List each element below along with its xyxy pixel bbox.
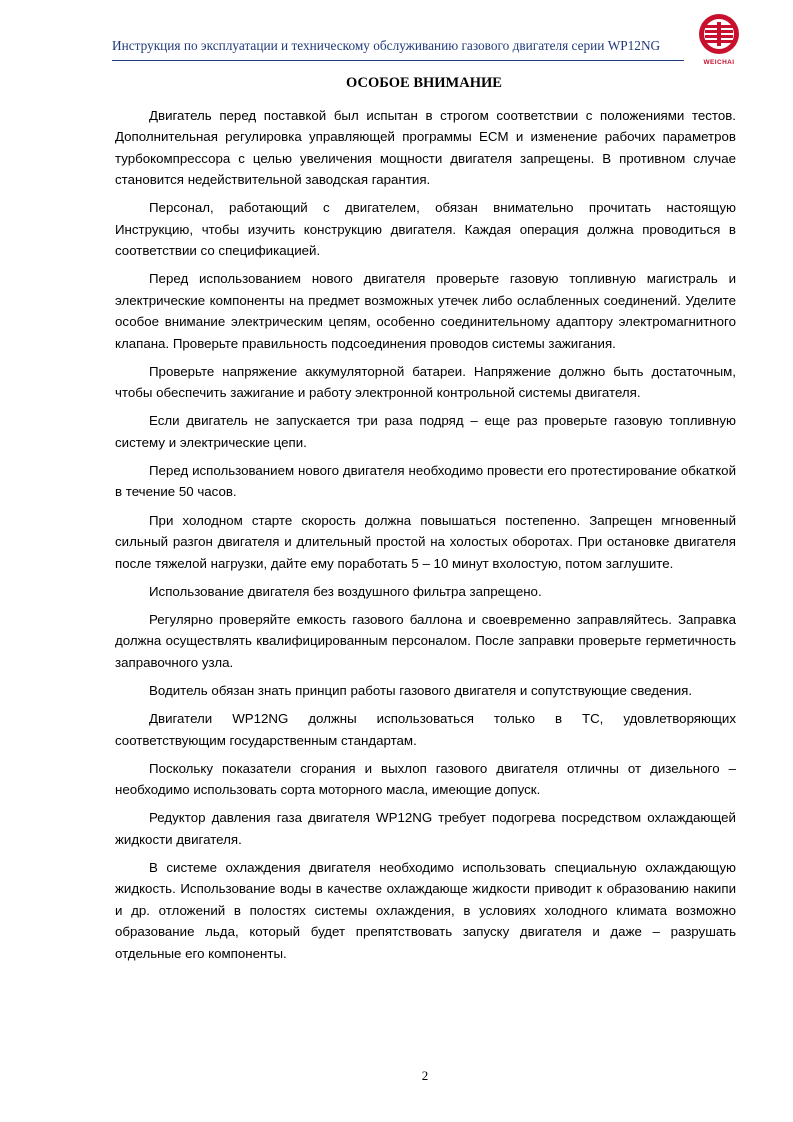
weichai-emblem-icon bbox=[695, 12, 743, 60]
paragraph: Регулярно проверяйте емкость газового баллона и своевременно заправляйтесь. Заправка должна осуществлять квалифицированным персоналом. После заправки проверьте герметичность заправочного узла. bbox=[115, 611, 736, 670]
header-divider bbox=[112, 60, 684, 61]
document-body bbox=[115, 105, 736, 971]
paragraph: Использование двигателя без воздушного фильтра запрещено. bbox=[149, 583, 542, 599]
page-number: 2 bbox=[421, 1068, 429, 1083]
paragraph: Двигатель перед поставкой был испытан в строгом соответствии с положениями тестов. Дополнительная регулировка управляющей программы ECM и изменение рабочих параметров турбокомпрессора с целью увеличения мощности двигателя запрещены. В противном случае становится недействительной заводская гарантия. bbox=[115, 108, 736, 188]
paragraph: Двигатели WP12NG должны использоваться только в ТС, удовлетворяющих соответствующим государственным стандартам. bbox=[115, 711, 736, 748]
paragraph: Редуктор давления газа двигателя WP12NG требует подогрева посредством охлаждающей жидкости двигателя. bbox=[115, 810, 736, 847]
running-header: Инструкция по эксплуатации и техническому обслуживанию газового двигателя серии WP12NG bbox=[112, 38, 661, 53]
paragraph: Перед использованием нового двигателя необходимо провести его протестирование обкаткой в течение 50 часов. bbox=[115, 463, 736, 500]
paragraph: Перед использованием нового двигателя проверьте газовую топливную магистраль и электрические компоненты на предмет возможных утечек либо ослабленных соединений. Уделите особое внимание электрическим цепям, особенно соединительному адаптору электромагнитного клапана. Проверьте правильность подсоединения проводов системы зажигания. bbox=[115, 271, 736, 351]
paragraph: Поскольку показатели сгорания и выхлоп газового двигателя отличны от дизельного – необходимо использовать сорта моторного масла, имеющие допуск. bbox=[115, 760, 736, 798]
paragraph: Если двигатель не запускается три раза подряд – еще раз проверьте газовую топливную систему и электрические цепи. bbox=[115, 413, 736, 450]
paragraph: Проверьте напряжение аккумуляторной батареи. Напряжение должно быть достаточным, чтобы обеспечить зажигание и работу электронной контрольной системы двигателя. bbox=[115, 363, 736, 401]
weichai-logo bbox=[695, 12, 743, 72]
paragraph: При холодном старте скорость должна повышаться постепенно. Запрещен мгновенный сильный разгон двигателя и длительный простой на холостых оборотах. При остановке двигателя после тяжелой нагрузки, дайте ему поработать 5 – 10 минут вхолостую, потом заглушите. bbox=[115, 512, 736, 571]
paragraph: Персонал, работающий с двигателем, обязан внимательно прочитать настоящую Инструкцию, чтобы изучить конструкцию двигателя. Каждая операция должна проводиться в соответствии со спецификацией. bbox=[115, 200, 736, 259]
logo-caption: WEICHAI bbox=[703, 59, 735, 66]
section-heading: ОСОБОЕ ВНИМАНИЕ bbox=[346, 75, 502, 91]
paragraph: Водитель обязан знать принцип работы газового двигателя и сопутствующие сведения. bbox=[149, 682, 693, 698]
paragraph: В системе охлаждения двигателя необходимо использовать специальную охлаждающую жидкость. Использование воды в качестве охлаждающе жидкости приводит к образованию накипи и др. отложений в полостях системы охлаждения, в условиях холодного климата возможно образование льда, который будет препятствовать запуску двигателя и даже – разрушать отдельные его компоненты. bbox=[115, 859, 736, 961]
